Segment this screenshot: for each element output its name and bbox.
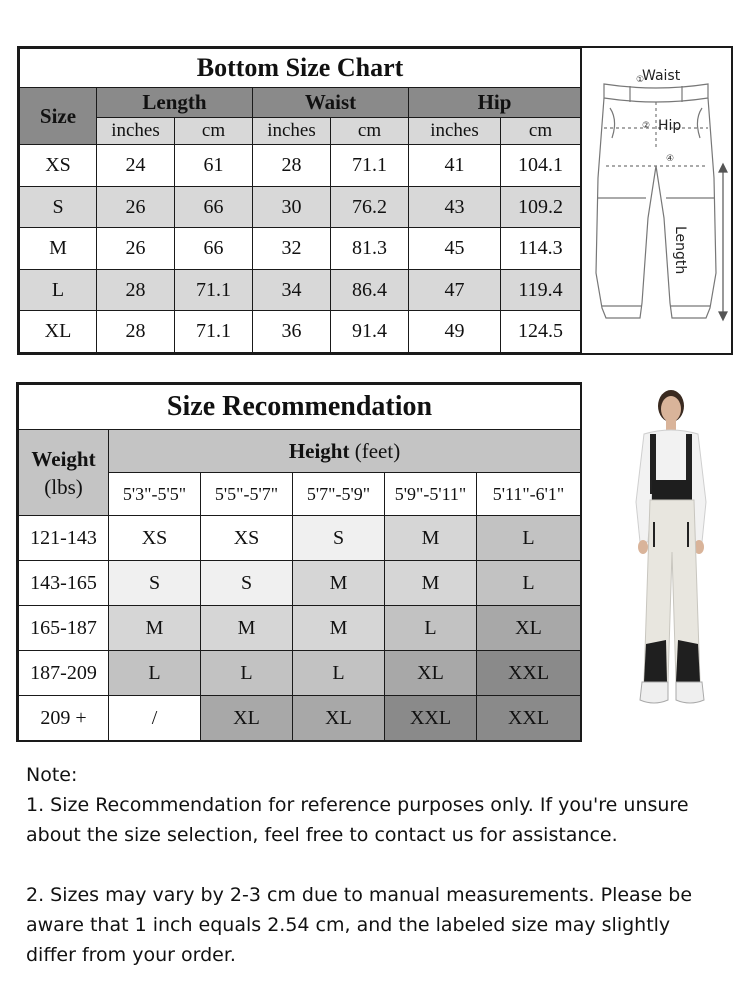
- measurement-cell: 109.2: [501, 186, 581, 228]
- measurement-cell: 61: [175, 145, 253, 187]
- recommended-size: XS: [201, 516, 293, 561]
- hip-header: Hip: [409, 88, 581, 118]
- weight-header-label: Weight: [31, 446, 96, 471]
- recommended-size: L: [201, 651, 293, 696]
- note-item-2: 2. Sizes may vary by 2-3 cm due to manual measurements. Please be aware that 1 inch equals 2.54 cm, and the labeled size may slightly differ from your order.: [26, 884, 693, 966]
- measurement-cell: 28: [97, 269, 175, 311]
- size-row: [20, 228, 581, 270]
- recommended-size: XXL: [477, 696, 581, 741]
- measurement-cell: 124.5: [501, 311, 581, 353]
- recommendation-row: [19, 651, 581, 696]
- weight-range: 143-165: [19, 561, 109, 606]
- measurement-cell: 71.1: [331, 145, 409, 187]
- recommendation-row: [19, 606, 581, 651]
- hip-label: Hip: [658, 118, 682, 134]
- recommended-size: XL: [201, 696, 293, 741]
- marker-4: ④: [666, 154, 675, 164]
- size-recommendation: [16, 382, 582, 742]
- recommendation-table: [18, 384, 581, 741]
- measurement-cell: 76.2: [331, 186, 409, 228]
- recommended-size: S: [293, 516, 385, 561]
- pants-diagram: [580, 48, 731, 353]
- measurement-cell: 34: [253, 269, 331, 311]
- size-label: L: [20, 269, 97, 311]
- recommendation-title: Size Recommendation: [19, 385, 581, 430]
- size-label: M: [20, 228, 97, 270]
- unit-header: cm: [331, 118, 409, 145]
- recommended-size: L: [293, 651, 385, 696]
- weight-range: 165-187: [19, 606, 109, 651]
- measurement-cell: 32: [253, 228, 331, 270]
- size-label: S: [20, 186, 97, 228]
- recommended-size: L: [477, 516, 581, 561]
- waist-header: Waist: [253, 88, 409, 118]
- note-item-1: 1. Size Recommendation for reference purposes only. If you're unsure about the size selection, feel free to contact us for assistance.: [26, 794, 689, 846]
- waist-label: Waist: [642, 68, 681, 84]
- size-chart-table: [19, 48, 581, 353]
- model-photo: [606, 382, 736, 742]
- recommended-size: L: [385, 606, 477, 651]
- recommended-size: L: [109, 651, 201, 696]
- weight-unit: (lbs): [44, 474, 83, 499]
- height-header-label: Height: [288, 438, 350, 463]
- weight-header: [19, 430, 109, 516]
- recommended-size: M: [293, 606, 385, 651]
- measurement-cell: 71.1: [175, 269, 253, 311]
- size-row: [20, 311, 581, 353]
- height-range: 5'9"-5'11": [385, 473, 477, 516]
- measurement-cell: 41: [409, 145, 501, 187]
- recommended-size: M: [385, 561, 477, 606]
- measurement-cell: 104.1: [501, 145, 581, 187]
- height-range: 5'3"-5'5": [109, 473, 201, 516]
- unit-header: cm: [175, 118, 253, 145]
- recommendation-row: [19, 561, 581, 606]
- model-figure-icon: [606, 382, 736, 742]
- measurement-cell: 91.4: [331, 311, 409, 353]
- length-label: Length: [672, 226, 688, 275]
- unit-header: inches: [253, 118, 331, 145]
- measurement-cell: 66: [175, 186, 253, 228]
- recommended-size: L: [477, 561, 581, 606]
- marker-1: ①: [636, 75, 645, 85]
- measurement-cell: 49: [409, 311, 501, 353]
- measurement-cell: 66: [175, 228, 253, 270]
- recommendation-body: [19, 516, 581, 741]
- size-chart-body: [20, 145, 581, 353]
- notes-section: [26, 760, 726, 970]
- measurement-cell: 30: [253, 186, 331, 228]
- bottom-size-chart: [17, 46, 733, 355]
- height-range: 5'7"-5'9": [293, 473, 385, 516]
- measurement-cell: 81.3: [331, 228, 409, 270]
- measurement-cell: 71.1: [175, 311, 253, 353]
- measurement-cell: 36: [253, 311, 331, 353]
- recommended-size: M: [293, 561, 385, 606]
- unit-header: cm: [501, 118, 581, 145]
- height-unit: (feet): [354, 438, 401, 463]
- notes-heading: Note:: [26, 764, 78, 786]
- measurement-cell: 47: [409, 269, 501, 311]
- height-range: 5'5"-5'7": [201, 473, 293, 516]
- weight-range: 209 +: [19, 696, 109, 741]
- recommended-size: M: [201, 606, 293, 651]
- measurement-cell: 28: [253, 145, 331, 187]
- size-label: XL: [20, 311, 97, 353]
- recommended-size: XL: [293, 696, 385, 741]
- unit-header: inches: [409, 118, 501, 145]
- recommended-size: M: [385, 516, 477, 561]
- measurement-cell: 86.4: [331, 269, 409, 311]
- recommended-size: /: [109, 696, 201, 741]
- weight-range: 121-143: [19, 516, 109, 561]
- marker-2: ②: [642, 121, 651, 131]
- measurement-cell: 26: [97, 228, 175, 270]
- size-label: XS: [20, 145, 97, 187]
- measurement-cell: 28: [97, 311, 175, 353]
- height-header: [109, 430, 581, 473]
- recommended-size: S: [201, 561, 293, 606]
- measurement-cell: 114.3: [501, 228, 581, 270]
- recommended-size: M: [109, 606, 201, 651]
- height-range: 5'11"-6'1": [477, 473, 581, 516]
- length-header: Length: [97, 88, 253, 118]
- recommended-size: XXL: [477, 651, 581, 696]
- size-chart-title: Bottom Size Chart: [20, 49, 581, 88]
- recommended-size: XXL: [385, 696, 477, 741]
- recommended-size: XS: [109, 516, 201, 561]
- measurement-cell: 24: [97, 145, 175, 187]
- pants-outline-icon: [582, 48, 733, 353]
- size-row: [20, 269, 581, 311]
- measurement-cell: 119.4: [501, 269, 581, 311]
- size-row: [20, 186, 581, 228]
- measurement-cell: 45: [409, 228, 501, 270]
- recommended-size: S: [109, 561, 201, 606]
- measurement-cell: 26: [97, 186, 175, 228]
- unit-header: inches: [97, 118, 175, 145]
- recommendation-row: [19, 696, 581, 741]
- weight-range: 187-209: [19, 651, 109, 696]
- size-header: Size: [20, 88, 97, 145]
- measurement-cell: 43: [409, 186, 501, 228]
- recommendation-row: [19, 516, 581, 561]
- recommended-size: XL: [385, 651, 477, 696]
- size-row: [20, 145, 581, 187]
- recommended-size: XL: [477, 606, 581, 651]
